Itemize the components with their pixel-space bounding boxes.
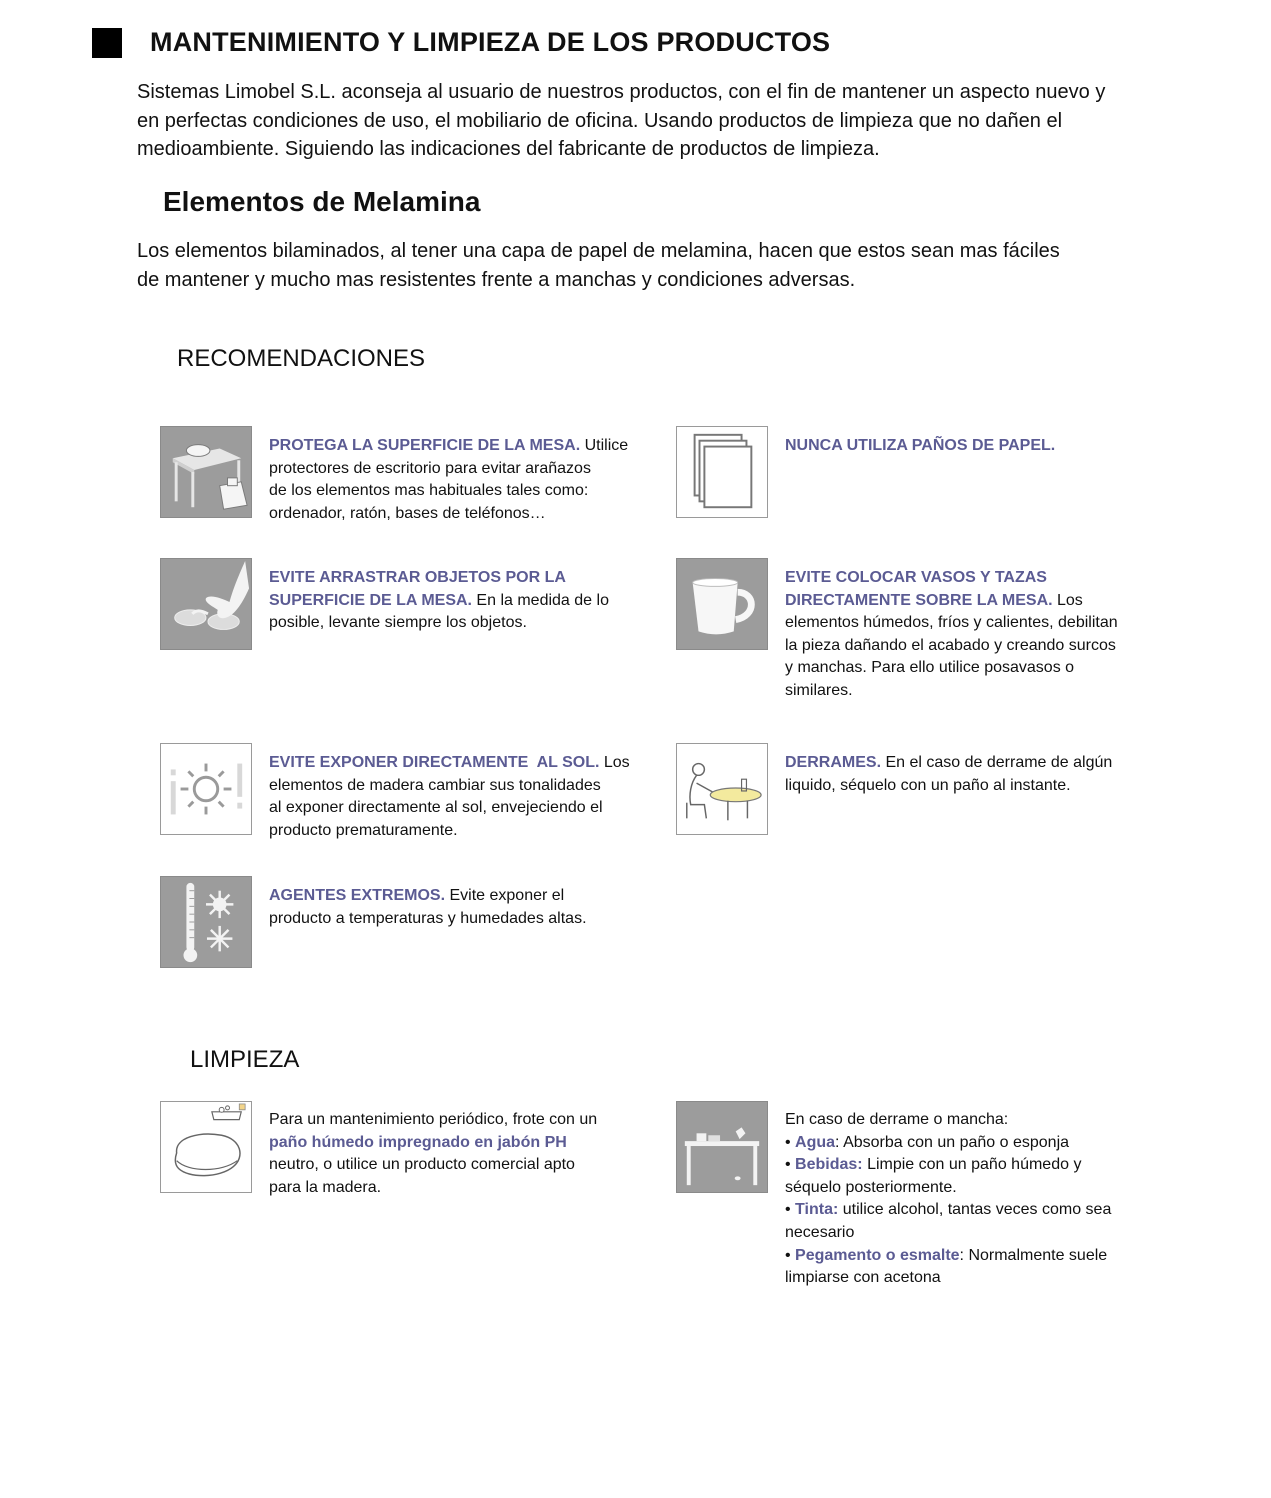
bullet-item: • Tinta: utilice alcohol, tantas veces como sea bbox=[785, 1201, 1112, 1219]
paper-sheets-icon bbox=[676, 426, 768, 518]
sponge-icon bbox=[160, 1101, 252, 1193]
recommendation-line: elementos húmedos, fríos y calientes, debilitan bbox=[785, 614, 1118, 632]
thermometer-snow-icon bbox=[160, 876, 252, 968]
bullet-label: Tinta: bbox=[795, 1201, 839, 1219]
recomendaciones-heading: RECOMENDACIONES bbox=[177, 345, 426, 372]
melamina-line: Los elementos bilaminados, al tener una capa de papel de melamina, hacen que estos sean mas fáciles bbox=[137, 240, 1060, 262]
recommendation-line: posible, levante siempre los objetos. bbox=[269, 614, 527, 632]
sun-warning-icon bbox=[160, 743, 252, 835]
page-title: MANTENIMIENTO Y LIMPIEZA DE LOS PRODUCTOS bbox=[150, 27, 831, 57]
bullet-sep: : bbox=[959, 1246, 964, 1264]
recommendation-text bbox=[785, 435, 1150, 458]
recommendation-tail: Evite exponer el bbox=[445, 887, 565, 904]
bullet-item: • Bebidas: Limpie con un paño húmedo y bbox=[785, 1156, 1082, 1174]
bullet-text: Normalmente suele bbox=[964, 1246, 1108, 1264]
recommendation-tail: En el caso de derrame de algún bbox=[881, 754, 1113, 771]
recommendation-highlight: DIRECTAMENTE SOBRE LA MESA. bbox=[785, 591, 1053, 609]
recommendation-highlight: EVITE ARRASTRAR OBJETOS POR LA bbox=[269, 569, 566, 586]
recommendation-highlight: PROTEGA LA SUPERFICIE DE LA MESA. bbox=[269, 437, 581, 454]
recommendation-line: producto prematuramente. bbox=[269, 821, 458, 839]
recommendation-highlight: EVITE EXPONER DIRECTAMENTE AL SOL. bbox=[269, 754, 600, 771]
recommendation-highlight: AGENTES EXTREMOS. bbox=[269, 887, 446, 904]
intro-line: medioambiente. Siguiendo las indicaciones del fabricante de productos de limpieza. bbox=[137, 138, 880, 160]
recommendation-text bbox=[785, 752, 1150, 797]
recommendation-line: ordenador, ratón, bases de teléfonos… bbox=[269, 504, 546, 522]
recommendation-line: producto a temperaturas y humedades altas. bbox=[269, 909, 587, 927]
melamina-heading: Elementos de Melamina bbox=[163, 186, 481, 217]
bullet-item: • Agua: Absorba con un paño o esponja bbox=[785, 1133, 1070, 1151]
intro-line: en perfectas condiciones de uso, el mobiliario de oficina. Usando productos de limpieza que no dañen el bbox=[137, 109, 1063, 132]
limpieza-left-text bbox=[269, 1109, 634, 1199]
bullet-text: Absorba con un paño o esponja bbox=[839, 1133, 1070, 1151]
bullet-continuation: séquelo posteriormente. bbox=[785, 1178, 957, 1196]
recommendation-text bbox=[269, 435, 634, 525]
intro-line: Sistemas Limobel S.L. aconseja al usuario de nuestros productos, con el fin de mantener un aspecto nuevo y bbox=[137, 81, 1106, 103]
recommendation-highlight: EVITE COLOCAR VASOS Y TAZAS bbox=[785, 569, 1047, 586]
limpieza-intro: En caso de derrame o mancha: bbox=[785, 1111, 1009, 1128]
hand-dragging-icon bbox=[160, 558, 252, 650]
limpieza-line: para la madera. bbox=[269, 1178, 382, 1196]
limpieza-line: Para un mantenimiento periódico, frote con un bbox=[269, 1111, 598, 1128]
recommendation-tail: En la medida de lo bbox=[471, 591, 609, 609]
recommendation-text bbox=[785, 567, 1165, 703]
recommendation-highlight: DERRAMES. bbox=[785, 754, 882, 771]
bullet-item: • Pegamento o esmalte: Normalmente suele bbox=[785, 1246, 1108, 1264]
bullet-text: Limpie con un paño húmedo y bbox=[862, 1156, 1082, 1174]
limpieza-highlight: paño húmedo impregnado en jabón PH bbox=[269, 1133, 567, 1151]
bullet-continuation: limpiarse con acetona bbox=[785, 1269, 941, 1287]
recommendation-line: liquido, séquelo con un paño al instante. bbox=[785, 776, 1071, 794]
recommendation-line: protectores de escritorio para evitar arañazos bbox=[269, 459, 591, 477]
bullet-label: Agua bbox=[795, 1133, 836, 1151]
cup-icon bbox=[676, 558, 768, 650]
recommendation-text bbox=[269, 567, 634, 635]
table-spill-icon bbox=[676, 1101, 768, 1193]
recommendation-tail: Utilice bbox=[580, 437, 629, 454]
recommendation-tail: Los bbox=[599, 754, 630, 771]
recommendation-line: y manchas. Para ello utilice posavasos o bbox=[785, 659, 1075, 677]
recommendation-line: la pieza dañando el acabado y creando surcos bbox=[785, 636, 1116, 654]
bullet-sep: : bbox=[835, 1133, 840, 1151]
bullet-label: Pegamento o esmalte bbox=[795, 1246, 960, 1264]
bullet-text: utilice alcohol, tantas veces como sea bbox=[838, 1201, 1112, 1219]
recommendation-line: de los elementos mas habituales tales como: bbox=[269, 482, 589, 500]
intro-paragraph bbox=[137, 78, 1197, 164]
recommendation-highlight: NUNCA UTILIZA PAÑOS DE PAPEL. bbox=[785, 437, 1056, 454]
recommendation-text bbox=[269, 885, 634, 930]
recommendation-line: elementos de madera cambiar sus tonalidades bbox=[269, 776, 601, 794]
recommendation-highlight: SUPERFICIE DE LA MESA. bbox=[269, 591, 472, 609]
recommendation-line: similares. bbox=[785, 681, 853, 699]
recommendation-text bbox=[269, 752, 649, 842]
limpieza-right-text bbox=[785, 1109, 1165, 1290]
section-marker-square bbox=[92, 28, 122, 58]
limpieza-heading: LIMPIEZA bbox=[190, 1046, 300, 1073]
bullet-continuation: necesario bbox=[785, 1223, 855, 1241]
bullet-label: Bebidas: bbox=[795, 1156, 863, 1174]
melamina-line: de mantener y mucho mas resistentes frente a manchas y condiciones adversas. bbox=[137, 268, 856, 291]
limpieza-line: neutro, o utilice un producto comercial apto bbox=[269, 1156, 575, 1174]
recommendation-line: al exponer directamente al sol, envejeciendo el bbox=[269, 799, 603, 817]
recommendation-tail: Los bbox=[1052, 591, 1083, 609]
spill-icon bbox=[676, 743, 768, 835]
desk-protector-icon bbox=[160, 426, 252, 518]
melamina-paragraph bbox=[137, 237, 1197, 294]
